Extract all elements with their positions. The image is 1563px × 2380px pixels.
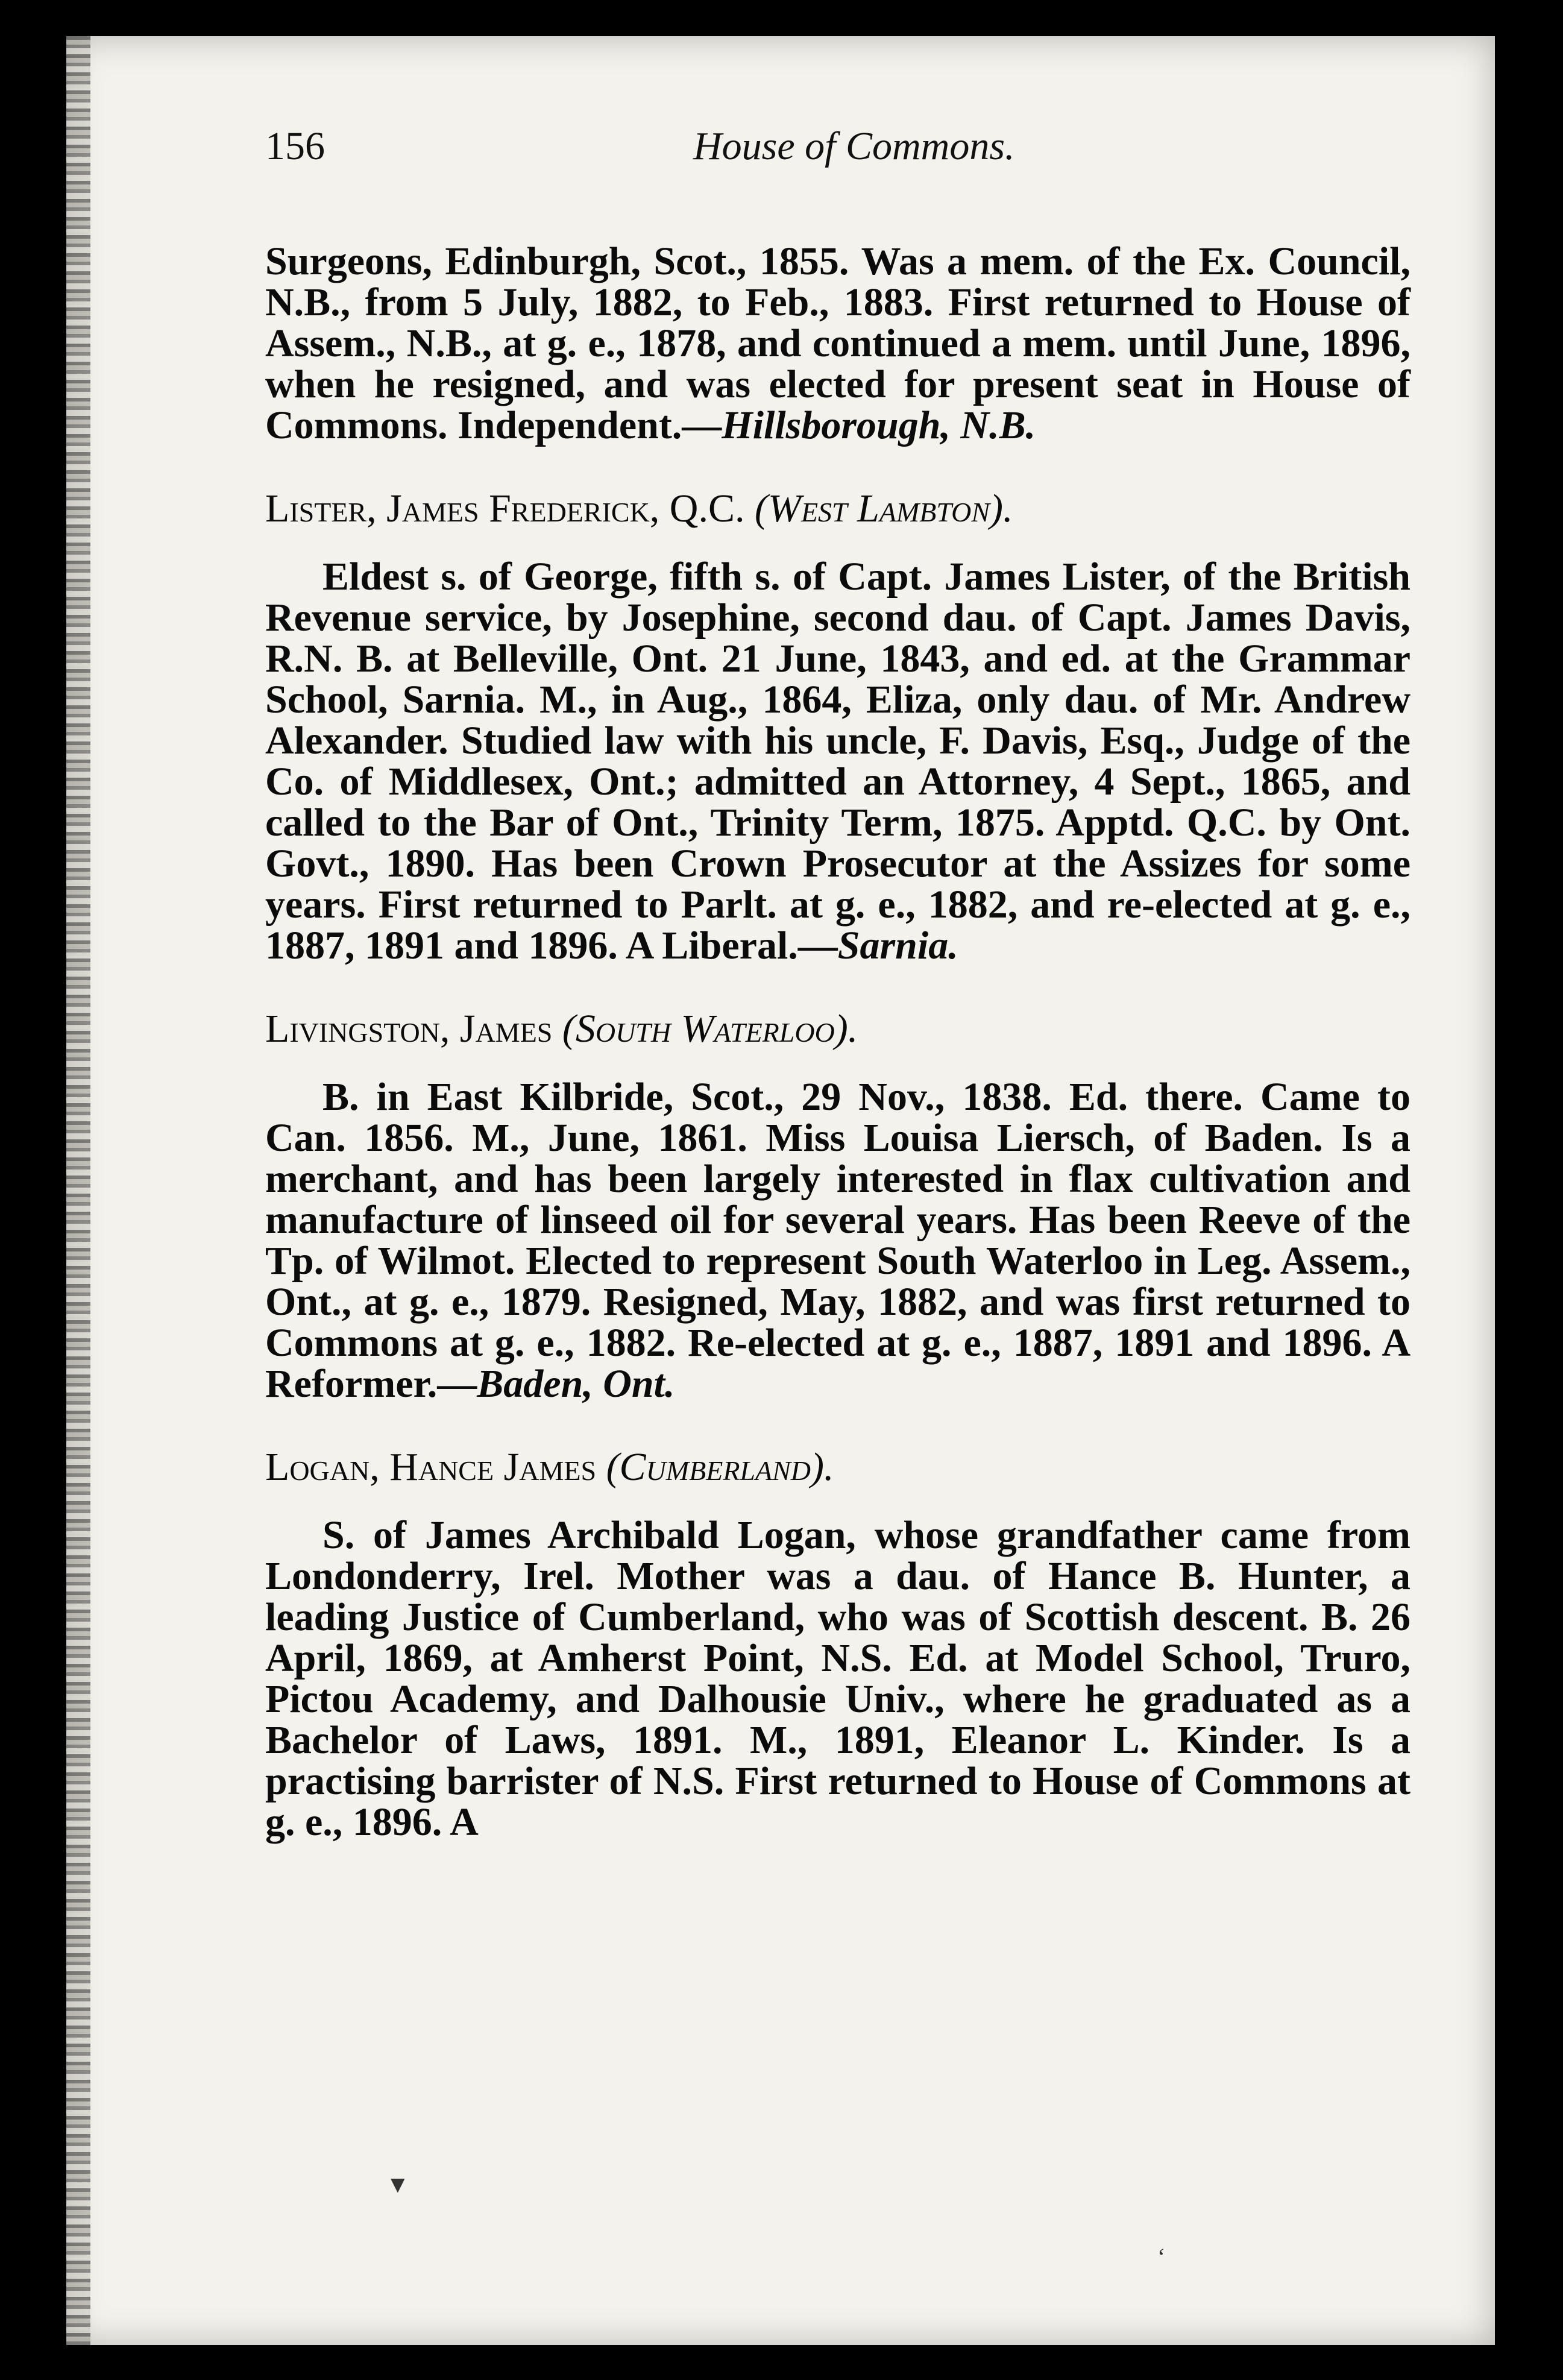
- entry-heading: [265, 488, 1410, 529]
- constituency: (West Lambton).: [754, 486, 1013, 530]
- residence: Sarnia.: [837, 924, 958, 968]
- member-name: Livingston, James: [265, 1007, 553, 1051]
- page-header: [265, 124, 1410, 190]
- running-title: House of Commons.: [693, 124, 1015, 168]
- entry-biography: [265, 556, 1410, 966]
- entry-biography: [265, 1515, 1410, 1843]
- entry-livingston: [265, 1009, 1410, 1405]
- page-number: 156: [265, 124, 325, 168]
- entry-heading: [265, 1447, 1410, 1488]
- biography-text: S. of James Archibald Logan, whose grandfather came from Londonderry, Irel. Mother was a dau. of Hance B. Hunter, a leading Justice of Cumberland, who was of Scottish descent. B. 26 April, 1869, at Amherst Point, N.S. Ed. at Model School, Truro, Pictou Academy, and Dalhousie Univ., where he graduated as a Bachelor of Laws, 1891. M., 1891, Eleanor L. Kinder. Is a practising barrister of N.S. First returned to House of Commons at g. e., 1896. A: [265, 1513, 1410, 1844]
- continuation-residence: Hillsborough, N.B.: [722, 403, 1036, 447]
- entry-lister: [265, 488, 1410, 966]
- entry-heading: [265, 1009, 1410, 1050]
- constituency: (Cumberland).: [606, 1445, 834, 1489]
- entry-biography: [265, 1077, 1410, 1405]
- continuation-paragraph: [265, 241, 1410, 446]
- ink-speck: ‘: [1157, 2243, 1166, 2270]
- member-name: Lister, James Frederick, Q.C.: [265, 486, 745, 530]
- residence: Baden, Ont.: [477, 1362, 675, 1406]
- biography-text: Eldest s. of George, fifth s. of Capt. James Lister, of the British Revenue service, by Josephine, second dau. of Capt. James Davis, R.N. B. at Belleville, Ont. 21 June, 1843, and ed. at the Grammar School, Sarnia. M., in Aug., 1864, Eliza, only dau. of Mr. Andrew Alexander. Studied law with his uncle, F. Davis, Esq., Judge of the Co. of Middlesex, Ont.; admitted an Attorney, 4 Sept., 1865, and called to the Bar of Ont., Trinity Term, 1875. Apptd. Q.C. by Ont. Govt., 1890. Has been Crown Prosecutor at the Assizes for some years. First returned to Parlt. at g. e., 1882, and re-elected at g. e., 1887, 1891 and 1896. A Liberal.—: [265, 555, 1410, 968]
- entry-logan: [265, 1447, 1410, 1843]
- member-name: Logan, Hance James: [265, 1445, 597, 1489]
- biography-text: B. in East Kilbride, Scot., 29 Nov., 1838. Ed. there. Came to Can. 1856. M., June, 1861. Miss Louisa Liersch, of Baden. Is a merchant, and has been largely interested in flax cultivation and manufacture of linseed oil for several years. Has been Reeve of the Tp. of Wilmot. Elected to represent South Waterloo in Leg. Assem., Ont., at g. e., 1879. Resigned, May, 1882, and was first returned to Commons at g. e., 1882. Re-elected at g. e., 1887, 1891 and 1896. A Reformer.—: [265, 1075, 1410, 1406]
- page-edge-shadow: [66, 36, 90, 2345]
- page-content: [265, 241, 1410, 1843]
- constituency: (South Waterloo).: [562, 1007, 858, 1051]
- ink-speck: ▼: [386, 2171, 410, 2198]
- continuation-text: Surgeons, Edinburgh, Scot., 1855. Was a mem. of the Ex. Council, N.B., from 5 July, 1882, to Feb., 1883. First returned to House of Assem., N.B., at g. e., 1878, and continued a mem. until June, 1896, when he resigned, and was elected for present seat in House of Commons. Independent.—: [265, 239, 1410, 447]
